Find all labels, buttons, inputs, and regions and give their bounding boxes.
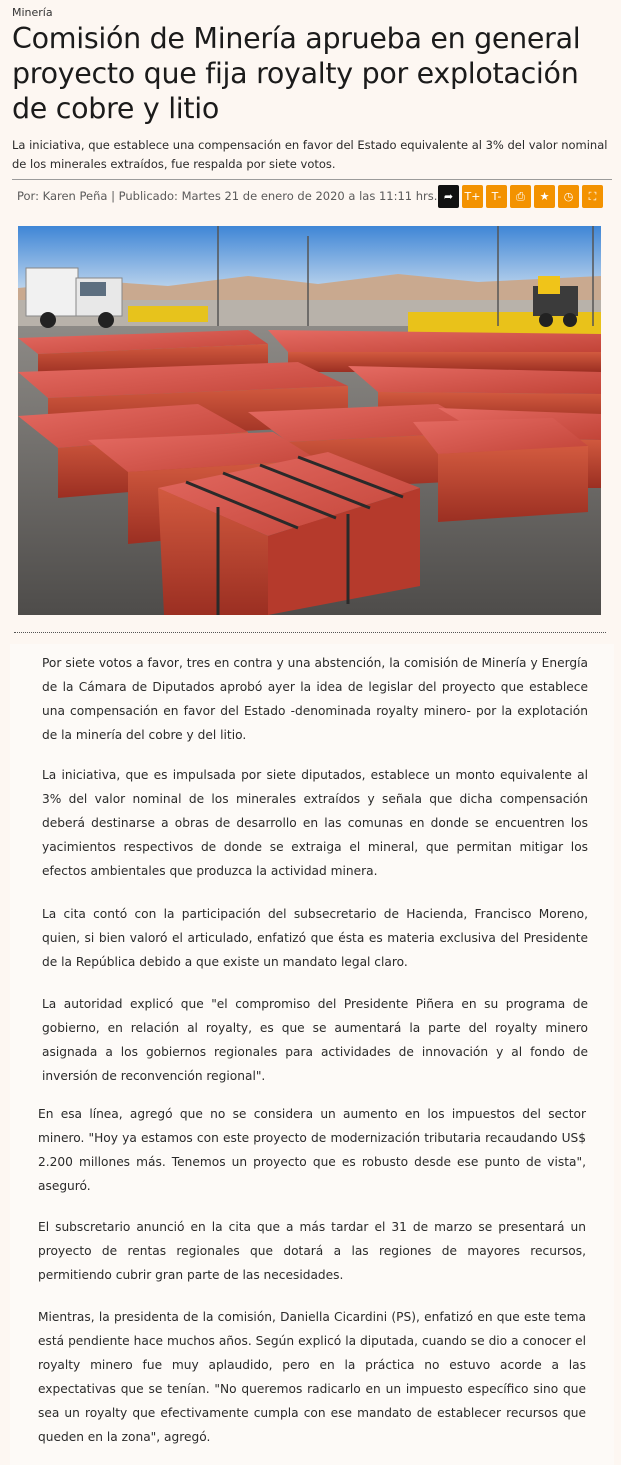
lead-paragraph: La iniciativa, que establece una compensación en favor del Estado equivalente al 3% del valor nominal de los minerales extraídos, fue respalda por siete votos. bbox=[12, 138, 608, 171]
print-icon: ⎙ bbox=[516, 189, 525, 203]
article-toolbar bbox=[438, 185, 603, 208]
body-paragraph-2: La iniciativa, que es impulsada por siete diputados, establece un monto equivalente al 3% del valor nominal de los minerales extraídos y señala que dicha compensación deberá destinarse a obras de desarrollo en las comunas en donde se encuentren los yacimientos respectivos de donde se extraiga el mineral, que permitan mitigar los efectos ambientales que produzca la actividad minera. bbox=[42, 768, 588, 878]
byline: Por: Karen Peña | Publicado: Martes 21 de enero de 2020 a las 11:11 hrs. bbox=[17, 189, 438, 203]
section-label[interactable]: Minería bbox=[12, 6, 53, 19]
body-paragraph-1: Por siete votos a favor, tres en contra y una abstención, la comisión de Minería y Energía de la Cámara de Diputados aprobó ayer la idea de legislar del proyecto que establece una compensación en favor del Estado -denominada royalty minero- por la explotación de la minería del cobre y del litio. bbox=[42, 656, 588, 742]
body-paragraph-7: Mientras, la presidenta de la comisión, Daniella Cicardini (PS), enfatizó en que este tema está pendiente hace muchos años. Según explicó la diputada, cuando se dio a conocer el royalty minero fue muy aplaudido, pero en la práctica no estuvo acorde a las expectativas que se tenían. "No queremos radicarlo en un impuesto específico sino que sea un royalty que efectivamente cumpla con ese mandato de establecer recursos que queden en la zona", agregó. bbox=[38, 1310, 586, 1444]
content-divider bbox=[14, 632, 606, 633]
font-increase-button[interactable] bbox=[462, 185, 483, 208]
meta-divider bbox=[12, 179, 612, 180]
print-button[interactable] bbox=[510, 185, 531, 208]
body-paragraph-3: La cita contó con la participación del subsecretario de Hacienda, Francisco Moreno, quien, si bien valoró el articulado, enfatizó que ésta es materia exclusiva del Presidente de la República debido a que existe un mandato legal claro. bbox=[42, 907, 588, 969]
text-smaller-icon: T- bbox=[491, 190, 502, 203]
clock-icon: ◷ bbox=[563, 190, 574, 203]
share-button[interactable] bbox=[438, 185, 459, 208]
article-photo bbox=[18, 226, 601, 615]
text-larger-icon: T+ bbox=[464, 190, 481, 203]
body-paragraph-4: La autoridad explicó que "el compromiso del Presidente Piñera en su programa de gobierno, en relación al royalty, es que se aumentará la parte del royalty minero asignada a los gobiernos regionales para actividades de innovación y al fondo de inversión de reconvención regional". bbox=[42, 997, 588, 1083]
font-decrease-button[interactable] bbox=[486, 185, 507, 208]
history-button[interactable] bbox=[558, 185, 579, 208]
share-icon: ➦ bbox=[443, 190, 454, 203]
star-icon: ★ bbox=[539, 190, 550, 203]
headline: Comisión de Minería aprueba en general proyecto que fija royalty por explotación de cobre y litio bbox=[12, 22, 581, 125]
body-paragraph-6: El subscretario anunció en la cita que a más tardar el 31 de marzo se presentará un proyecto de rentas regionales que dotará a las regiones de mayores recursos, permitiendo cubrir gran parte de las necesidades. bbox=[38, 1220, 586, 1282]
favorite-button[interactable] bbox=[534, 185, 555, 208]
fullscreen-button[interactable] bbox=[582, 185, 603, 208]
body-paragraph-5: En esa línea, agregó que no se considera un aumento en los impuestos del sector minero. "Hoy ya estamos con este proyecto de modernización tributaria recaudando US$ 2.200 millones más. Tenemos un proyecto que es robusto desde ese punto de vista", aseguró. bbox=[38, 1107, 586, 1193]
copper-cathodes-photo bbox=[18, 226, 601, 615]
expand-icon: ⛶ bbox=[588, 189, 597, 203]
